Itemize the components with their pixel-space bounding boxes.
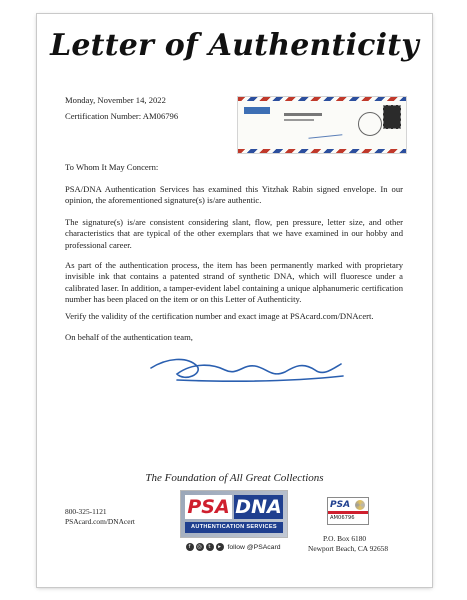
letter-page — [37, 14, 432, 587]
authenticator-signature — [147, 352, 347, 392]
envelope-image — [237, 96, 407, 154]
twitter-icon[interactable]: t — [206, 543, 214, 551]
social-handle: follow @PSAcard — [227, 543, 281, 551]
footer-website[interactable]: PSAcard.com/DNAcert — [65, 517, 135, 526]
label-strip — [328, 511, 368, 514]
certification-number: Certification Number: AM06796 — [65, 111, 179, 121]
postage-stamp — [383, 105, 401, 129]
psa-certification-label — [327, 497, 369, 525]
logo-psa-text: PSA — [185, 495, 232, 519]
paragraph-2: The signature(s) is/are consistent considering slant, flow, pen pressure, letter size, and other characteristics that are typical of the other exemplars that we have examined in our hobby and professional career. — [65, 217, 403, 250]
youtube-icon[interactable]: ▸ — [216, 543, 224, 551]
envelope-airmail-border-bottom — [238, 149, 406, 153]
footer-phone: 800-325-1121 — [65, 507, 107, 516]
logo-dna-text: DNA — [235, 496, 282, 518]
label-brand: PSA — [330, 500, 351, 510]
hologram-icon — [355, 500, 365, 510]
logo-subtitle: AUTHENTICATION SERVICES — [185, 522, 283, 533]
envelope-address-line-2 — [284, 119, 314, 121]
label-code: AM06796 — [330, 515, 355, 521]
airmail-label — [244, 107, 270, 114]
postmark — [358, 112, 382, 136]
instagram-icon[interactable]: ◎ — [197, 544, 202, 550]
social-row — [177, 542, 289, 552]
footer-tagline: The Foundation of All Great Collections — [145, 472, 324, 484]
facebook-icon[interactable]: f — [186, 543, 194, 551]
salutation: To Whom It May Concern: — [65, 162, 159, 172]
envelope-airmail-border-top — [238, 97, 406, 101]
letter-title: Letter of Authenticity — [50, 28, 419, 63]
paragraph-1: PSA/DNA Authentication Services has examined this Yitzhak Rabin signed envelope. In our opinion, the aforementioned signature(s) is/are authentic. — [65, 184, 403, 206]
footer-city: Newport Beach, CA 92658 — [308, 544, 389, 553]
psa-dna-logo — [180, 490, 288, 538]
paragraph-3: As part of the authentication process, the item has been permanently marked with proprietary invisible ink that contains a patented strand of synthetic DNA, which will fluoresce under a calibrated laser. In addition, a tamper-evident label containing a unique alphanumeric certification number has been placed on the item or on this Letter of Authenticity. — [65, 260, 403, 305]
envelope-address-line — [284, 113, 322, 116]
footer-po-box: P.O. Box 6180 — [323, 534, 367, 543]
letter-date: Monday, November 14, 2022 — [65, 95, 166, 105]
envelope-signature — [308, 126, 343, 139]
paragraph-5: On behalf of the authentication team, — [65, 332, 193, 342]
paragraph-4: Verify the validity of the certification number and exact image at PSAcard.com/DNAcert. — [65, 311, 374, 321]
